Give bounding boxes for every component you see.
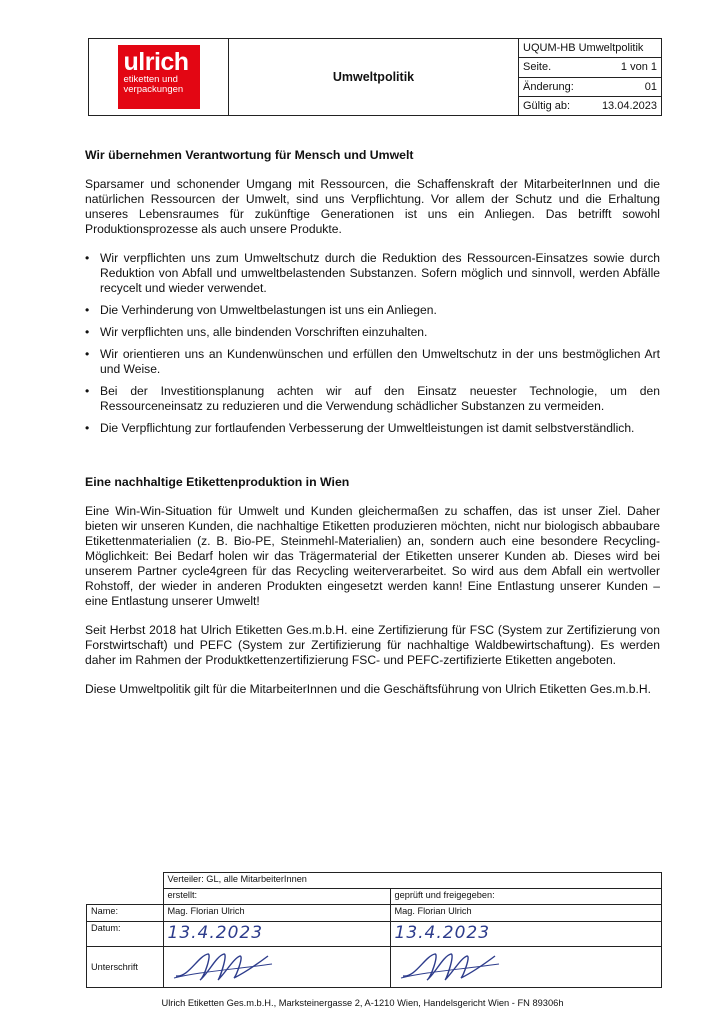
handwritten-signature [168, 948, 278, 984]
signature-table [86, 872, 662, 988]
created-signature-cell [163, 946, 390, 987]
list-item: • Die Verhinderung von Umweltbelastungen ist uns ein Anliegen. [85, 303, 660, 318]
approved-label: geprüft und freigegeben: [390, 889, 662, 905]
distribution-cell: Verteiler: GL, alle MitarbeiterInnen [163, 873, 662, 889]
page-info [519, 58, 661, 77]
doc-id [519, 39, 661, 58]
list-item: • Wir verpflichten uns, alle bindenden Vorschriften einzuhalten. [85, 325, 660, 340]
date-label: Datum: [87, 922, 164, 946]
section-1-heading: Wir übernehmen Verantwortung für Mensch und Umwelt [85, 148, 414, 162]
change-info [519, 78, 661, 97]
section-2-heading: Eine nachhaltige Etikettenproduktion in Wien [85, 475, 350, 489]
approved-date: 13.4.2023 [394, 923, 491, 944]
valid-info [519, 97, 661, 115]
section-2-paragraph-3: Diese Umweltpolitik gilt für die MitarbeiterInnen und die Geschäftsführung von Ulrich Etiketten Ges.m.b.H. [85, 682, 651, 696]
change-value: 01 [644, 80, 657, 93]
section-1-intro: Sparsamer und schonender Umgang mit Ressourcen, die Schaffenskraft der MitarbeiterInnen und die natürlichen Ressourcen der Umwelt, sind uns Verpflichtung. Vor allem der Schutz und die Erhaltung unseres Lebensraumes für zukünftige Generationen ist uns ein Anliegen. Das betrifft sowohl Produktionsprozesse als auch unsere Produkte. [85, 177, 660, 236]
list-item: • Bei der Investitionsplanung achten wir auf den Einsatz neuester Technologie, um den Ressourceneinsatz zu reduzieren und die Verwendung schädlicher Substanzen zu vermeiden. [85, 384, 660, 414]
valid-label: Gültig ab: [523, 99, 571, 112]
created-date-cell [163, 922, 390, 946]
list-item: • Wir verpflichten uns zum Umweltschutz durch die Reduktion des Ressourcen-Einsatzes sowie durch Reduktion von Abfall und umweltbelastenden Substanzen. Sofern möglich und sinnvoll, werden Abfälle recycelt und wieder verwendet. [85, 251, 660, 296]
list-item: • Die Verpflichtung zur fortlaufenden Verbesserung der Umweltleistungen ist damit selbstverständlich. [85, 421, 660, 436]
section-2-paragraph-2: Seit Herbst 2018 hat Ulrich Etiketten Ges.m.b.H. eine Zertifizierung für FSC (System zur Zertifizierung von Forstwirtschaft) und PEFC (System zur Zertifizierung für nachhaltige Waldbewirtschaftung). Es werden daher im Rahmen der Produktkettenzertifizierung FSC- und PEFC-zertifizierte Etiketten angeboten. [85, 623, 660, 667]
document-body [85, 148, 660, 711]
created-label: erstellt: [163, 889, 390, 905]
handwritten-signature [395, 948, 505, 984]
logo-tagline-1: etiketten und [123, 74, 178, 85]
logo-tagline-2: verpackungen [123, 84, 184, 95]
created-date: 13.4.2023 [167, 923, 264, 944]
page-label: Seite. [523, 61, 552, 74]
section-2-paragraph-1: Eine Win-Win-Situation für Umwelt und Kunden gleichermaßen zu schaffen, das ist unser Ziel. Daher bieten wir unseren Kunden, die nachhaltige Etiketten produzieren möchten, nicht nur biologisch abbaubare Etikettenmaterialien (z. B. Bio-PE, Steinmehl-Materialien) an, sondern auch eine besondere Recycling-Möglichkeit: Bei Bedarf holen wir das Trägermaterial der Etiketten unserer Kunden ab. Dieses wird bei unserem Partner cycle4green für das Recycling weiterverarbeitet. So wird aus dem Abfall ein wertvoller Rohstoff, der wieder in anderen Produkten eingesetzt werden kann! Eine Entlastung unserer Kunden – eine Entlastung unserer Umwelt! [85, 504, 660, 608]
commitment-list [85, 251, 660, 436]
logo-word: ulrich [123, 48, 189, 76]
doc-id-value: UQUM-HB Umweltpolitik [523, 42, 644, 55]
approved-date-cell [390, 922, 662, 946]
signature-label: Unterschrift [87, 946, 164, 987]
logo-cell [89, 39, 229, 115]
document-title: Umweltpolitik [229, 39, 519, 115]
company-logo [118, 45, 200, 109]
document-meta [519, 39, 661, 115]
company-footer: Ulrich Etiketten Ges.m.b.H., Marksteinergasse 2, A-1210 Wien, Handelsgericht Wien - FN 89306h [161, 998, 564, 1008]
valid-value: 13.04.2023 [601, 99, 657, 112]
approved-signature-cell [390, 946, 662, 987]
created-name: Mag. Florian Ulrich [163, 905, 390, 922]
document-header [88, 38, 662, 116]
change-label: Änderung: [523, 80, 574, 93]
list-item: • Wir orientieren uns an Kundenwünschen und erfüllen den Umweltschutz in der uns bestmöglichen Art und Weise. [85, 347, 660, 377]
name-label: Name: [87, 905, 164, 922]
approved-name: Mag. Florian Ulrich [390, 905, 662, 922]
page-value: 1 von 1 [620, 61, 657, 74]
